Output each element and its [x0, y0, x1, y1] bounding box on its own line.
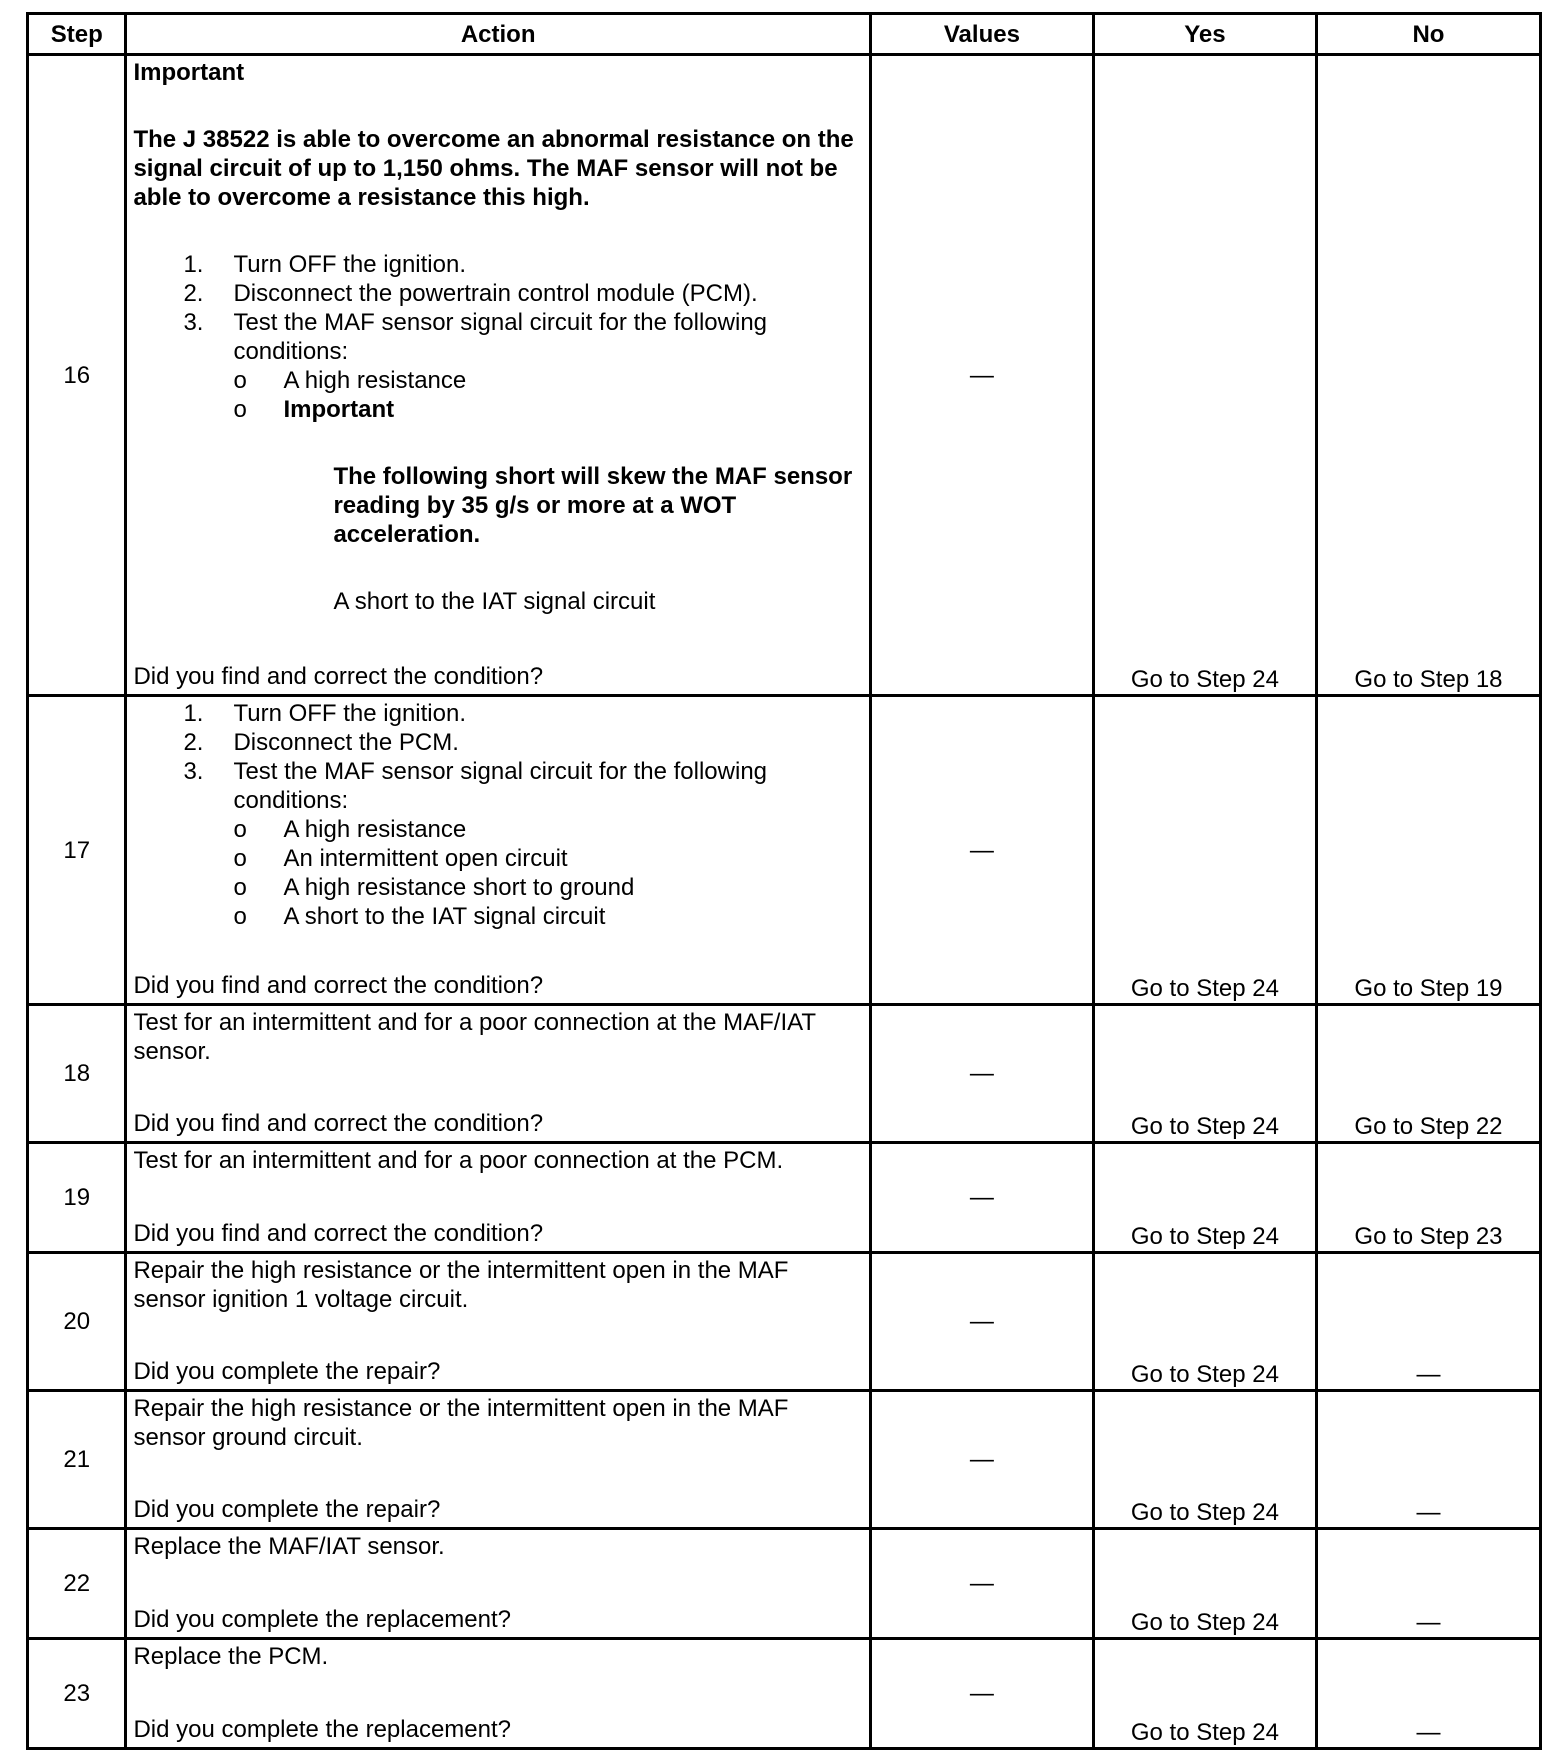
diagnostic-table-page — [26, 12, 1542, 1750]
list-item: o An intermittent open circuit — [233, 845, 568, 872]
list-item: 1. Turn OFF the ignition. — [183, 700, 466, 727]
action-text: Repair the high resistance or the intermittent open in the MAF sensor ignition 1 voltage circuit. — [133, 1257, 789, 1313]
values-cell: — — [870, 696, 1093, 1005]
numbered-steps — [133, 699, 862, 815]
list-item: 2. Disconnect the powertrain control module (PCM). — [183, 280, 758, 307]
values-cell: — — [870, 55, 1093, 696]
yes-cell: Go to Step 24 — [1093, 1143, 1316, 1253]
header-step: Step — [28, 14, 126, 55]
table-row-step-22 — [28, 1529, 1541, 1639]
action-cell — [126, 696, 870, 1005]
no-cell: — — [1316, 1639, 1540, 1749]
yes-cell: Go to Step 24 — [1093, 1391, 1316, 1529]
yes-cell: Go to Step 24 — [1093, 1529, 1316, 1639]
list-item: 3. Test the MAF sensor signal circuit for the following conditions: — [183, 758, 768, 814]
step-number: 22 — [28, 1529, 126, 1639]
header-yes: Yes — [1093, 14, 1316, 55]
header-action: Action — [126, 14, 870, 55]
no-cell: Go to Step 19 — [1316, 696, 1540, 1005]
no-cell: — — [1316, 1529, 1540, 1639]
table-row-step-21 — [28, 1391, 1541, 1529]
step-number: 16 — [28, 55, 126, 696]
list-item: o A high resistance short to ground — [233, 874, 635, 901]
yes-cell: Go to Step 24 — [1093, 696, 1316, 1005]
question-text: Did you complete the replacement? — [133, 1606, 511, 1633]
no-cell: Go to Step 23 — [1316, 1143, 1540, 1253]
list-item: 3. Test the MAF sensor signal circuit for the following conditions: — [183, 309, 768, 365]
step-number: 21 — [28, 1391, 126, 1529]
question-text: Did you complete the replacement? — [133, 1716, 511, 1743]
list-item: o A short to the IAT signal circuit — [233, 903, 606, 930]
yes-cell: Go to Step 24 — [1093, 1253, 1316, 1391]
table-row-step-17 — [28, 696, 1541, 1005]
sub-item-text: A short to the IAT signal circuit — [333, 588, 656, 615]
bullet-list — [133, 366, 862, 424]
action-cell — [126, 1253, 870, 1391]
question-text: Did you complete the repair? — [133, 1496, 441, 1523]
important-label: Important — [133, 59, 245, 86]
action-cell — [126, 1005, 870, 1143]
important-text: The J 38522 is able to overcome an abnormal resistance on the signal circuit of up to 1,150 ohms. The MAF sensor will not be able to overcome a resistance this high. — [133, 126, 854, 211]
table-row-step-20 — [28, 1253, 1541, 1391]
action-cell — [126, 55, 870, 696]
list-item: 2. Disconnect the PCM. — [183, 729, 459, 756]
no-cell: — — [1316, 1253, 1540, 1391]
values-cell: — — [870, 1253, 1093, 1391]
table-row-step-16 — [28, 55, 1541, 696]
question-text: Did you find and correct the condition? — [133, 1110, 544, 1137]
header-no: No — [1316, 14, 1540, 55]
action-text: Repair the high resistance or the intermittent open in the MAF sensor ground circuit. — [133, 1395, 789, 1451]
action-text: Test for an intermittent and for a poor connection at the PCM. — [133, 1147, 784, 1174]
action-text: Test for an intermittent and for a poor connection at the MAF/IAT sensor. — [133, 1009, 816, 1065]
yes-cell: Go to Step 24 — [1093, 1005, 1316, 1143]
step-number: 23 — [28, 1639, 126, 1749]
yes-cell: Go to Step 24 — [1093, 1639, 1316, 1749]
yes-cell: Go to Step 24 — [1093, 55, 1316, 696]
diagnostic-table — [26, 12, 1542, 1750]
values-cell: — — [870, 1005, 1093, 1143]
numbered-steps — [133, 250, 862, 366]
no-cell: — — [1316, 1391, 1540, 1529]
values-cell: — — [870, 1639, 1093, 1749]
header-values: Values — [870, 14, 1093, 55]
step-number: 18 — [28, 1005, 126, 1143]
question-text: Did you find and correct the condition? — [133, 663, 544, 690]
values-cell: — — [870, 1143, 1093, 1253]
table-row-step-23 — [28, 1639, 1541, 1749]
important-note: The following short will skew the MAF sensor reading by 35 g/s or more at a WOT acceleration. — [333, 463, 853, 548]
action-cell — [126, 1529, 870, 1639]
values-cell: — — [870, 1529, 1093, 1639]
action-cell — [126, 1639, 870, 1749]
action-text: Replace the PCM. — [133, 1643, 329, 1670]
list-item: 1. Turn OFF the ignition. — [183, 251, 466, 278]
step-number: 20 — [28, 1253, 126, 1391]
list-item: o A high resistance — [233, 367, 467, 394]
question-text: Did you complete the repair? — [133, 1358, 441, 1385]
action-text: Replace the MAF/IAT sensor. — [133, 1533, 445, 1560]
step-number: 19 — [28, 1143, 126, 1253]
action-cell — [126, 1391, 870, 1529]
action-cell — [126, 1143, 870, 1253]
table-row-step-19 — [28, 1143, 1541, 1253]
list-item: o A high resistance — [233, 816, 467, 843]
no-cell: Go to Step 18 — [1316, 55, 1540, 696]
question-text: Did you find and correct the condition? — [133, 1220, 544, 1247]
list-item: o Important — [233, 396, 395, 423]
no-cell: Go to Step 22 — [1316, 1005, 1540, 1143]
step-number: 17 — [28, 696, 126, 1005]
table-header-row — [28, 14, 1541, 55]
table-row-step-18 — [28, 1005, 1541, 1143]
values-cell: — — [870, 1391, 1093, 1529]
question-text: Did you find and correct the condition? — [133, 972, 544, 999]
bullet-list — [133, 815, 862, 931]
